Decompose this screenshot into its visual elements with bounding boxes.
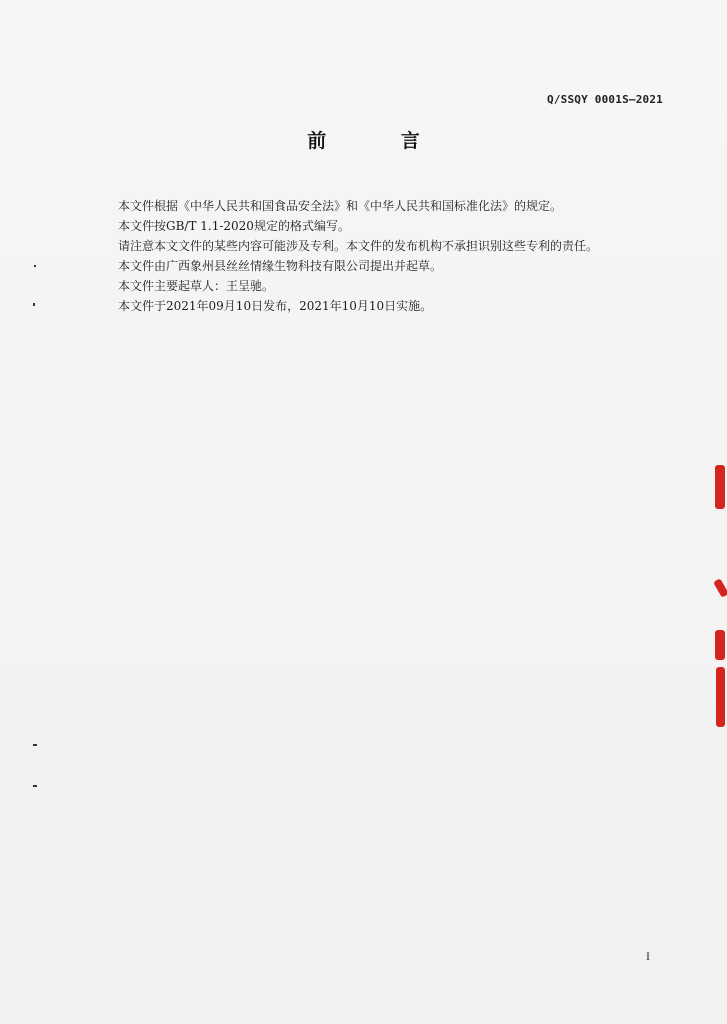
scan-speck: [33, 744, 37, 746]
page-number: I: [646, 949, 650, 963]
paragraph-proposer: 本文件由广西象州县丝丝情缘生物科技有限公司提出并起草。: [118, 259, 443, 273]
scan-speck: [34, 265, 36, 267]
seal-stroke: [713, 578, 727, 598]
paragraph-drafter: 本文件主要起草人：王呈驰。: [118, 279, 275, 293]
paragraph-dates: 本文件于2021年09月10日发布，2021年10月10日实施。: [118, 299, 433, 313]
paragraph-patent-notice: 请注意本文文件的某些内容可能涉及专利。本文件的发布机构不承担识别这些专利的责任。: [118, 239, 599, 253]
foreword-body: [118, 196, 678, 316]
seal-stroke: [715, 630, 725, 660]
scan-speck: [33, 303, 35, 306]
seal-stroke: [716, 667, 725, 727]
paragraph-legal-basis: 本文件根据《中华人民共和国食品安全法》和《中华人民共和国标准化法》的规定。: [118, 199, 563, 213]
red-seal-fragment: [713, 455, 727, 755]
section-heading: 前 言: [307, 130, 454, 152]
paragraph-format: 本文件按GB/T 1.1-2020规定的格式编写。: [118, 219, 350, 233]
scan-speck: [33, 785, 37, 787]
seal-stroke: [715, 465, 725, 509]
document-code: Q/SSQY 0001S—2021: [547, 93, 663, 106]
